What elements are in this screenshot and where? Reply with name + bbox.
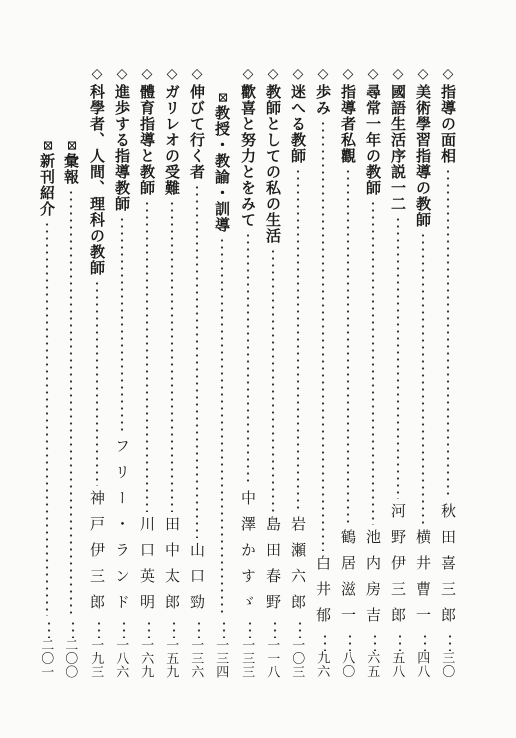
entry-title: 尋常一年の教師 — [364, 84, 382, 196]
leader-dots — [437, 168, 459, 499]
entry-page: 九六 — [310, 633, 336, 678]
entry-page: 一五九 — [159, 620, 185, 679]
entry-author: 岩瀬六郎 — [289, 515, 307, 620]
diamond-icon: ◇ — [114, 66, 130, 82]
leader-dots — [136, 200, 158, 512]
entry-author: 中澤かすゞ — [239, 489, 257, 620]
leader-dots — [362, 200, 384, 525]
diamond-icon: ◇ — [365, 66, 381, 82]
entry-author: 田中太郎 — [163, 515, 181, 620]
entry-author: 島田春野 — [264, 515, 282, 620]
toc-entry — [362, 66, 384, 678]
entry-page: 一一八 — [260, 620, 286, 679]
entry-title: 美術學習指導の教師 — [414, 84, 432, 228]
entry-title: 伸びて行く者 — [188, 84, 206, 180]
entry-author: 白井郁 — [314, 555, 332, 633]
toc-entry — [161, 66, 183, 678]
entry-page: 三〇 — [435, 633, 461, 678]
toc-section-heading — [36, 140, 58, 678]
diamond-icon: ◇ — [265, 66, 281, 82]
toc-entry — [337, 66, 359, 678]
diamond-icon: ◇ — [139, 66, 155, 82]
section-title: 教授・教諭・訓導 — [213, 104, 231, 233]
entry-title: 教師としての私の生活 — [264, 84, 282, 244]
entry-title: 國語生活序説一二 — [389, 84, 407, 212]
entry-title: ガリレオの受難 — [163, 84, 181, 196]
entry-title: 進歩する指導教師 — [113, 84, 131, 212]
entry-author: 山口勁 — [188, 541, 206, 620]
toc-entry — [237, 66, 259, 678]
leader-dots — [86, 280, 108, 486]
diamond-icon: ◇ — [390, 66, 406, 82]
entry-title: 科學者、人間、理科の教師 — [88, 84, 106, 276]
toc-section-heading — [60, 140, 82, 678]
diamond-icon: ◇ — [164, 66, 180, 82]
leader-dots — [36, 221, 58, 616]
leader-dots — [186, 184, 208, 538]
leader-dots — [262, 248, 284, 512]
boxed-x-icon: ⊠ — [40, 140, 55, 151]
toc-entry — [387, 66, 409, 678]
diamond-icon: ◇ — [340, 66, 356, 82]
section-page: 二〇〇 — [58, 620, 84, 679]
toc-entry — [287, 66, 309, 678]
entry-title: 歩み — [314, 84, 332, 116]
entry-author: 鶴居滋一 — [339, 529, 357, 633]
entry-author: 神戸伊三郎 — [88, 489, 106, 620]
entry-title: 指導者私觀 — [339, 84, 357, 164]
diamond-icon: ◇ — [315, 66, 331, 82]
entry-page: 一三六 — [184, 620, 210, 679]
entry-author: 池内房吉 — [364, 529, 382, 633]
entry-author: 秋田喜三郎 — [439, 503, 457, 633]
diamond-icon: ◇ — [415, 66, 431, 82]
entry-author: 横井曹一 — [414, 529, 432, 633]
leader-dots — [312, 120, 334, 551]
toc-entry — [136, 66, 158, 678]
toc-entry — [262, 66, 284, 678]
diamond-icon: ◇ — [290, 66, 306, 82]
toc-entry — [312, 66, 334, 678]
entry-page: 一八六 — [109, 620, 135, 679]
entry-author: 川口英明 — [138, 515, 156, 620]
entry-page: 一九三 — [84, 620, 110, 679]
entry-page: 六五 — [360, 633, 386, 678]
leader-dots — [412, 232, 434, 525]
entry-author: 河野伊三郎 — [389, 503, 407, 633]
section-title: 彙報 — [62, 152, 80, 185]
entry-author: フリー・ランド — [113, 437, 131, 620]
leader-dots — [111, 216, 133, 434]
entry-page: 八〇 — [335, 633, 361, 678]
entry-page: 四八 — [410, 633, 436, 678]
toc-entry — [437, 66, 459, 678]
leader-dots — [237, 232, 259, 486]
toc-entry — [186, 66, 208, 678]
diamond-icon: ◇ — [89, 66, 105, 82]
leader-dots — [161, 200, 183, 512]
entry-title: 迷へる教師 — [289, 84, 307, 164]
section-title: 新刊紹介 — [38, 152, 56, 217]
entry-page: 一六九 — [134, 620, 160, 679]
entry-title: 歡喜と努力とをみて — [239, 84, 257, 228]
boxed-x-icon: ⊠ — [64, 140, 79, 151]
leader-dots — [337, 168, 359, 525]
entry-page: 五八 — [385, 633, 411, 678]
boxed-x-icon: ⊠ — [215, 92, 230, 103]
toc-entry — [412, 66, 434, 678]
diamond-icon: ◇ — [189, 66, 205, 82]
section-page: 二〇一 — [34, 620, 60, 679]
diamond-icon: ◇ — [440, 66, 456, 82]
entry-page: 一〇三 — [285, 620, 311, 679]
leader-dots — [60, 189, 82, 616]
toc-section-heading — [211, 92, 233, 678]
entry-page: 一三三 — [235, 620, 261, 679]
leader-dots — [211, 237, 233, 616]
entry-title: 指導の面相 — [439, 84, 457, 164]
entry-title: 體育指導と教師 — [138, 84, 156, 196]
leader-dots — [287, 168, 309, 512]
toc-entry — [111, 66, 133, 678]
toc-entry — [86, 66, 108, 678]
section-page: 一三四 — [209, 620, 235, 679]
leader-dots — [387, 216, 409, 499]
diamond-icon: ◇ — [240, 66, 256, 82]
